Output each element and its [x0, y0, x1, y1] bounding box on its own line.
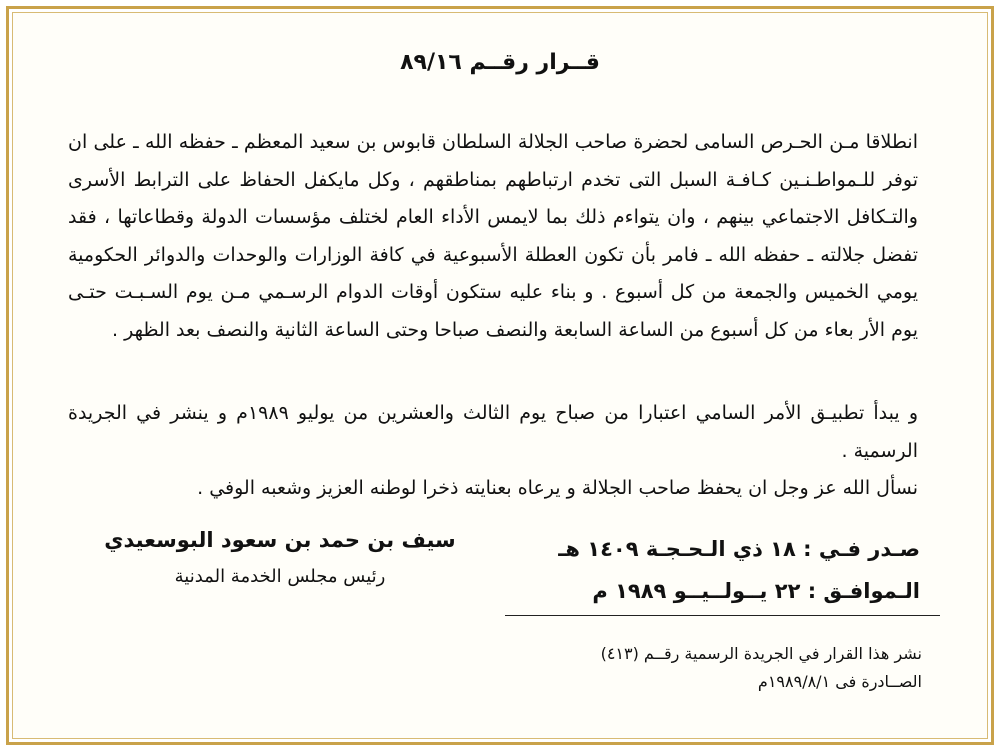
decree-document	[20, 20, 980, 731]
decree-title	[20, 50, 980, 75]
decree-paragraph-prayer: نسأل الله عز وجل ان يحفظ صاحب الجلالة و يرعاه بعنايته ذخرا لوطنه العزيز وشعبه الوفي .	[197, 477, 918, 499]
corresponding-date-line: الـموافـق : ٢٢ يــولــيــو ١٩٨٩ م	[592, 579, 920, 603]
footnote-divider	[505, 615, 940, 616]
decree-paragraph-main: انطلاقا مـن الحـرص السامى لحضرة صاحب الجلالة السلطان قابوس بن سعيد المعظم ـ حفظه الله ـ على ان توفر للـمواطـنـين كـافـة السبل التى تخدم ارتباطهم بمناطقهم ، وكل مايكفل الحفاظ على الترابط الأسرى والتـكافل الاجتماعي بينهم ، وان يتواءم ذلك بما لايمس الأداء العام لختلف مؤسسات الدولة وقطاعاتها ، فقد تفضل جلالته ـ حفظه الله ـ فامر بأن تكون العطلة الأسبوعية في كافة الوزارات والوحدات والدوائر الحكومية يومي الخميس والجمعة من كل أسبوع . و بناء عليه ستكون أوقات الدوام الرسـمي مـن يوم السـبـت حتـى يوم الأر بعاء من كل أسبوع من الساعة السابعة والنصف صباحا وحتى الساعة الثانية والنصف بعد الظهر .	[68, 131, 918, 341]
decree-title-text: قــرار رقــم ٨٩/١٦	[400, 50, 600, 75]
publication-footnote	[502, 640, 922, 696]
signature-block	[80, 520, 480, 594]
signer-name: سيف بن حمد بن سعود البوسعيدي	[104, 528, 456, 552]
footnote-date-line: الصــادرة فى ١٩٨٩/٨/١م	[757, 672, 922, 691]
footnote-gazette-line: نشر هذا القرار في الجريدة الرسمية رقــم (٤١٣)	[600, 644, 922, 663]
issued-date-line: صـدر فـي : ١٨ ذي الـحـجـة ١٤٠٩ هـ	[558, 537, 920, 561]
issue-dates	[500, 528, 920, 612]
decree-paragraph-effective-date: و يبدأ تطبيـق الأمر السامي اعتبارا من صباح يوم الثالث والعشرين من يوليو ١٩٨٩م و ينشر في الجريدة الرسمية .	[68, 402, 918, 462]
signer-title: رئيس مجلس الخدمة المدنية	[174, 566, 386, 587]
